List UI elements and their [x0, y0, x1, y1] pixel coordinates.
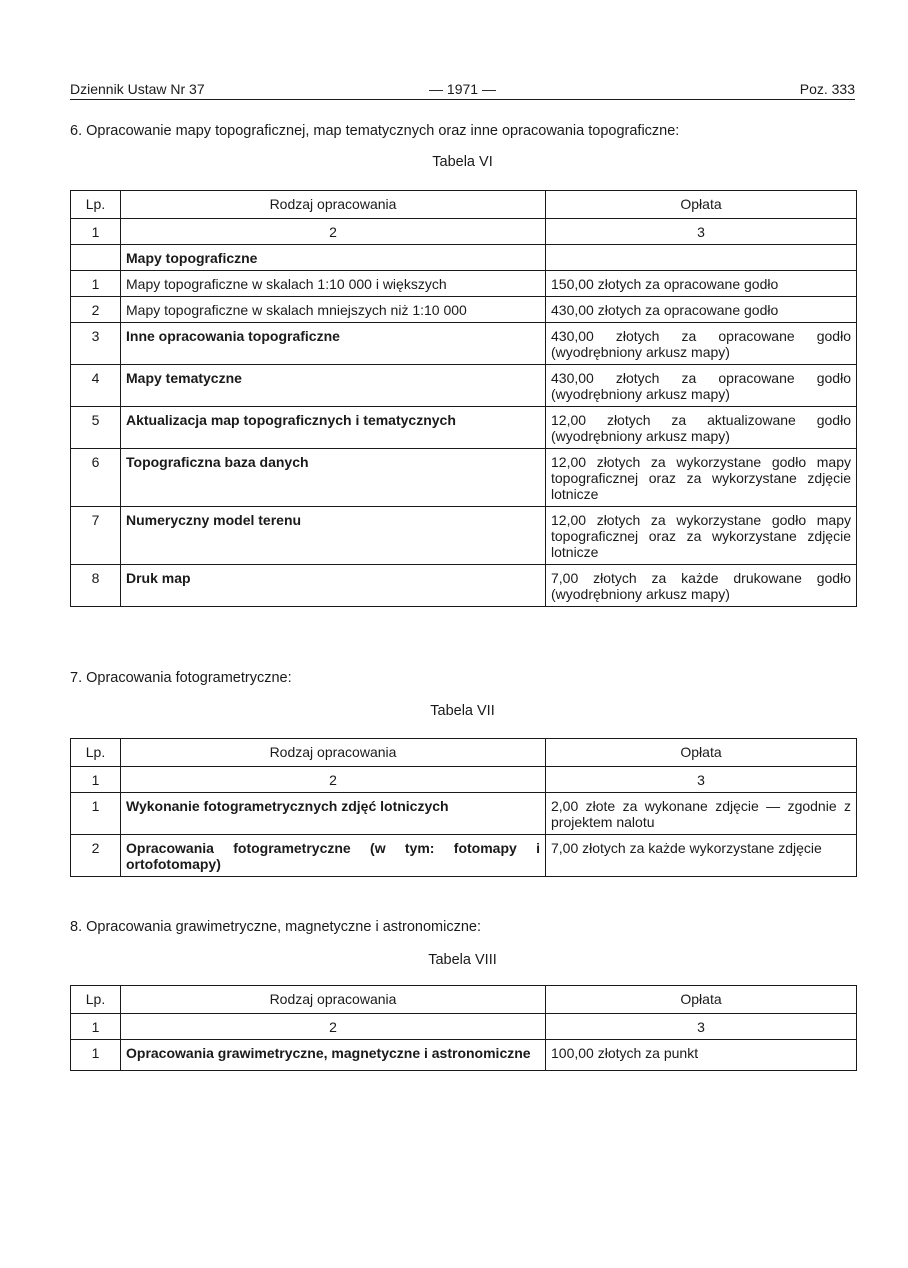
row-lp: 1 [71, 793, 121, 835]
row-oplata: 430,00 złotych za opracowane godło [546, 297, 857, 323]
row-lp: 8 [71, 565, 121, 607]
row-oplata: 430,00 złotych za opracowane godło (wyodrębniony arkusz mapy) [546, 323, 857, 365]
header-lp: Lp. [71, 739, 121, 767]
table-row [71, 365, 857, 407]
row-oplata: 430,00 złotych za opracowane godło (wyodrębniony arkusz mapy) [546, 365, 857, 407]
header-oplata: Opłata [546, 191, 857, 219]
table-viii-caption: Tabela VIII [428, 952, 497, 968]
position-number: Poz. 333 [799, 81, 855, 97]
header-lp: Lp. [71, 191, 121, 219]
row-oplata: 150,00 złotych za opracowane godło [546, 271, 857, 297]
table-header-row [71, 986, 857, 1014]
row-oplata: 100,00 złotych za punkt [546, 1040, 857, 1071]
header-rodzaj: Rodzaj opracowania [121, 739, 546, 767]
table-vii-caption: Tabela VII [430, 703, 495, 719]
section-6-title: 6. Opracowanie mapy topograficznej, map tematycznych oraz inne opracowania topograficzne: [70, 123, 680, 139]
row-rodzaj: Topograficzna baza danych [121, 449, 546, 507]
row-oplata: 12,00 złotych za wykorzystane godło mapy topograficznej oraz za wykorzystane zdjęcie lotnicze [546, 449, 857, 507]
column-number: 2 [121, 767, 546, 793]
table-row [71, 793, 857, 835]
header-rodzaj: Rodzaj opracowania [121, 986, 546, 1014]
column-number: 2 [121, 219, 546, 245]
table-row [71, 449, 857, 507]
header-rodzaj: Rodzaj opracowania [121, 191, 546, 219]
column-number-row [71, 767, 857, 793]
journal-title: Dziennik Ustaw Nr 37 [70, 81, 205, 97]
header-oplata: Opłata [546, 739, 857, 767]
row-rodzaj: Wykonanie fotogrametrycznych zdjęć lotniczych [121, 793, 546, 835]
table-vii [70, 738, 857, 877]
row-oplata: 7,00 złotych za każde wykorzystane zdjęcie [546, 835, 857, 877]
row-lp: 6 [71, 449, 121, 507]
row-rodzaj: Aktualizacja map topograficznych i tematycznych [121, 407, 546, 449]
column-number: 2 [121, 1014, 546, 1040]
table-vi-caption: Tabela VI [432, 154, 493, 170]
row-lp: 2 [71, 297, 121, 323]
row-rodzaj: Inne opracowania topograficzne [121, 323, 546, 365]
row-rodzaj: Mapy topograficzne w skalach 1:10 000 i większych [121, 271, 546, 297]
row-lp: 4 [71, 365, 121, 407]
table-row [71, 407, 857, 449]
row-lp: 7 [71, 507, 121, 565]
column-number: 1 [71, 767, 121, 793]
row-lp: 5 [71, 407, 121, 449]
row-rodzaj: Opracowania grawimetryczne, magnetyczne i astronomiczne [121, 1040, 546, 1071]
row-rodzaj: Druk map [121, 565, 546, 607]
row-rodzaj: Numeryczny model terenu [121, 507, 546, 565]
table-row [71, 565, 857, 607]
column-number-row [71, 1014, 857, 1040]
row-lp: 1 [71, 271, 121, 297]
group-heading: Mapy topograficzne [121, 245, 546, 271]
section-7-title: 7. Opracowania fotogrametryczne: [70, 670, 292, 686]
table-viii [70, 985, 857, 1071]
row-lp: 2 [71, 835, 121, 877]
row-rodzaj: Mapy topograficzne w skalach mniejszych niż 1:10 000 [121, 297, 546, 323]
table-row [71, 835, 857, 877]
row-oplata: 7,00 złotych za każde drukowane godło (wyodrębniony arkusz mapy) [546, 565, 857, 607]
table-row [71, 297, 857, 323]
row-lp: 3 [71, 323, 121, 365]
column-number: 3 [546, 219, 857, 245]
row-rodzaj: Mapy tematyczne [121, 365, 546, 407]
table-cell-empty [71, 245, 121, 271]
table-cell-empty [546, 245, 857, 271]
table-row [71, 271, 857, 297]
row-oplata: 12,00 złotych za aktualizowane godło (wyodrębniony arkusz mapy) [546, 407, 857, 449]
table-header-row [71, 191, 857, 219]
row-oplata: 2,00 złote za wykonane zdjęcie — zgodnie z projektem nalotu [546, 793, 857, 835]
page-header [70, 80, 855, 100]
row-lp: 1 [71, 1040, 121, 1071]
group-heading-row [71, 245, 857, 271]
column-number-row [71, 219, 857, 245]
row-oplata: 12,00 złotych za wykorzystane godło mapy topograficznej oraz za wykorzystane zdjęcie lotnicze [546, 507, 857, 565]
header-oplata: Opłata [546, 986, 857, 1014]
column-number: 1 [71, 219, 121, 245]
page-number: — 1971 — [429, 81, 496, 97]
table-row [71, 507, 857, 565]
table-header-row [71, 739, 857, 767]
column-number: 3 [546, 1014, 857, 1040]
table-row [71, 323, 857, 365]
row-rodzaj: Opracowania fotogrametryczne (w tym: fotomapy i ortofotomapy) [121, 835, 546, 877]
header-lp: Lp. [71, 986, 121, 1014]
table-vi [70, 190, 857, 607]
section-8-title: 8. Opracowania grawimetryczne, magnetyczne i astronomiczne: [70, 919, 482, 935]
column-number: 3 [546, 767, 857, 793]
table-row [71, 1040, 857, 1071]
column-number: 1 [71, 1014, 121, 1040]
